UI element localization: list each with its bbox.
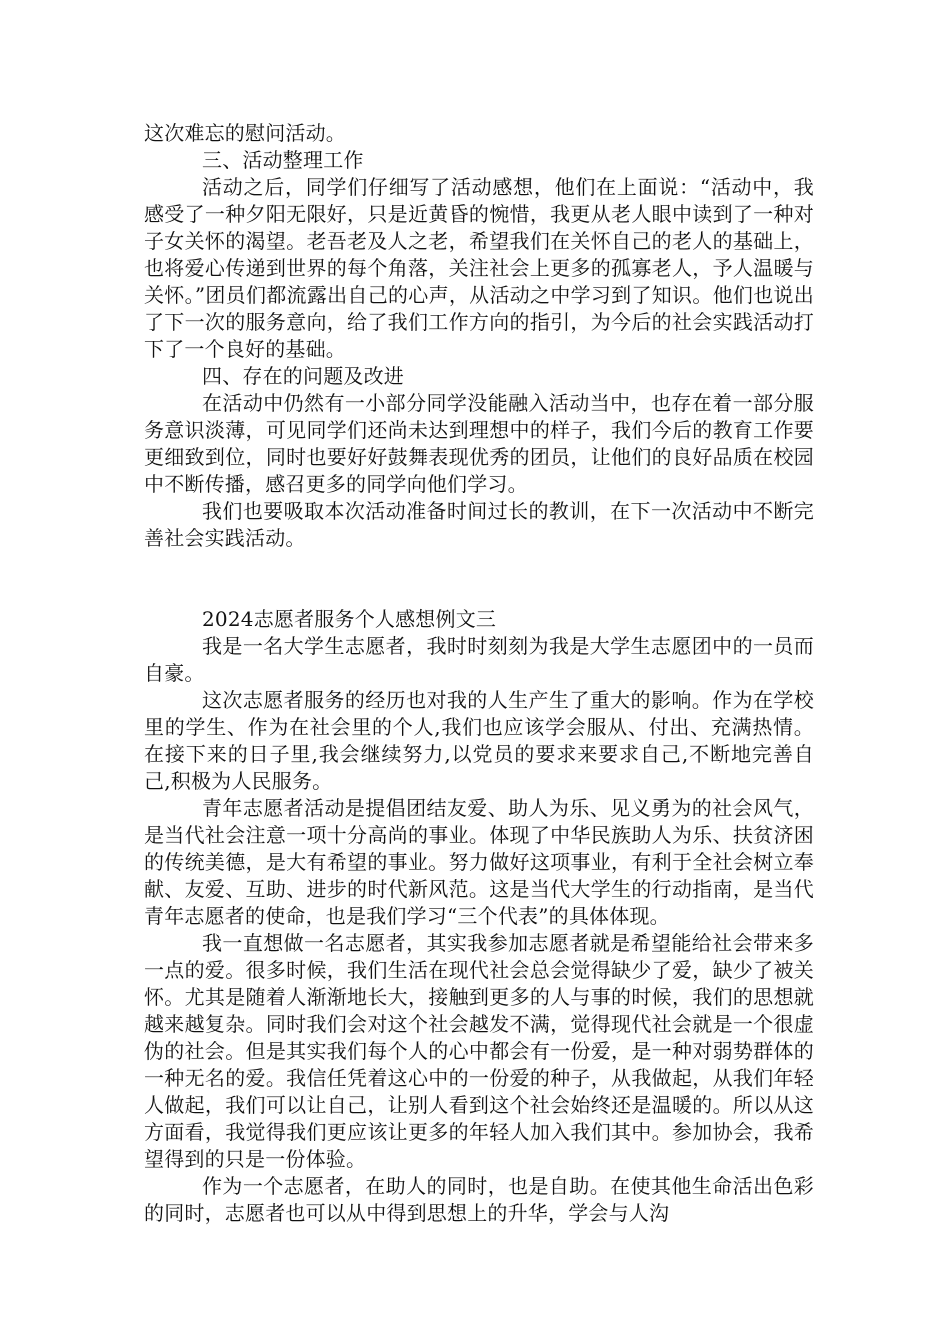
essay-title: 2024志愿者服务个人感想例文三 bbox=[202, 607, 497, 631]
essay-paragraph-5: 作为一个志愿者，在助人的同时，也是自助。在使其他生命活出色彩的同时，志愿者也可以从中得到思想上的升华，学会与人沟 bbox=[144, 1174, 814, 1225]
paragraph-improvements: 我们也要吸取本次活动准备时间过长的教训，在下一次活动中不断完善社会实践活动。 bbox=[144, 499, 814, 550]
section-heading-four: 四、存在的问题及改进 bbox=[202, 364, 404, 388]
essay-paragraph-2: 这次志愿者服务的经历也对我的人生产生了重大的影响。作为在学校里的学生、作为在社会里的个人,我们也应该学会服从、付出、充满热情。在接下来的日子里,我会继续努力,以党员的要求来要求自己,不断地完善自己,积极为人民服务。 bbox=[144, 688, 814, 793]
paragraph-activity-summary: 活动之后，同学们仔细写了活动感想，他们在上面说：“活动中，我感受了一种夕阳无限好，只是近黄昏的惋惜，我更从老人眼中读到了一种对子女关怀的渴望。老吾老及人之老，希望我们在关怀自己的老人的基础上，也将爱心传递到世界的每个角落，关注社会上更多的孤寡老人，予人温暖与关怀。”团员们都流露出自己的心声，从活动之中学习到了知识。他们也说出了下一次的服务意向，给了我们工作方向的指引，为今后的社会实践活动打下了一个良好的基础。 bbox=[144, 175, 814, 361]
section-heading-three: 三、活动整理工作 bbox=[202, 148, 364, 172]
section-spacer bbox=[144, 552, 814, 606]
essay-paragraph-4: 我一直想做一名志愿者，其实我参加志愿者就是希望能给社会带来多一点的爱。很多时候，我们生活在现代社会总会觉得缺少了爱，缺少了被关怀。尤其是随着人渐渐地长大，接触到更多的人与事的时候，我们的思想就越来越复杂。同时我们会对这个社会越发不满，觉得现代社会就是一个很虚伪的社会。但是其实我们每个人的心中都会有一份爱，是一种对弱势群体的一种无名的爱。我信任凭着这心中的一份爱的种子，从我做起，从我们年轻人做起，我们可以让自己，让别人看到这个社会始终还是温暖的。所以从这方面看，我觉得我们更应该让更多的年轻人加入我们其中。参加协会，我希望得到的只是一份体验。 bbox=[144, 931, 814, 1171]
paragraph-problems: 在活动中仍然有一小部分同学没能融入活动当中，也存在着一部分服务意识淡薄，可见同学们还尚未达到理想中的样子，我们今后的教育工作要更细致到位，同时也要好好鼓舞表现优秀的团员，让他们的良好品质在校园中不断传播，感召更多的同学向他们学习。 bbox=[144, 391, 814, 496]
essay-paragraph-1: 我是一名大学生志愿者，我时时刻刻为我是大学生志愿团中的一员而自豪。 bbox=[144, 634, 814, 685]
document-body bbox=[144, 120, 814, 1227]
continued-paragraph-line: 这次难忘的慰问活动。 bbox=[144, 121, 346, 145]
essay-paragraph-3: 青年志愿者活动是提倡团结友爱、助人为乐、见义勇为的社会风气，是当代社会注意一项十分高尚的事业。体现了中华民族助人为乐、扶贫济困的传统美德，是大有希望的事业。努力做好这项事业，有利于全社会树立奉献、友爱、互助、进步的时代新风范。这是当代大学生的行动指南，是当代青年志愿者的使命，也是我们学习“三个代表”的具体体现。 bbox=[144, 796, 814, 928]
